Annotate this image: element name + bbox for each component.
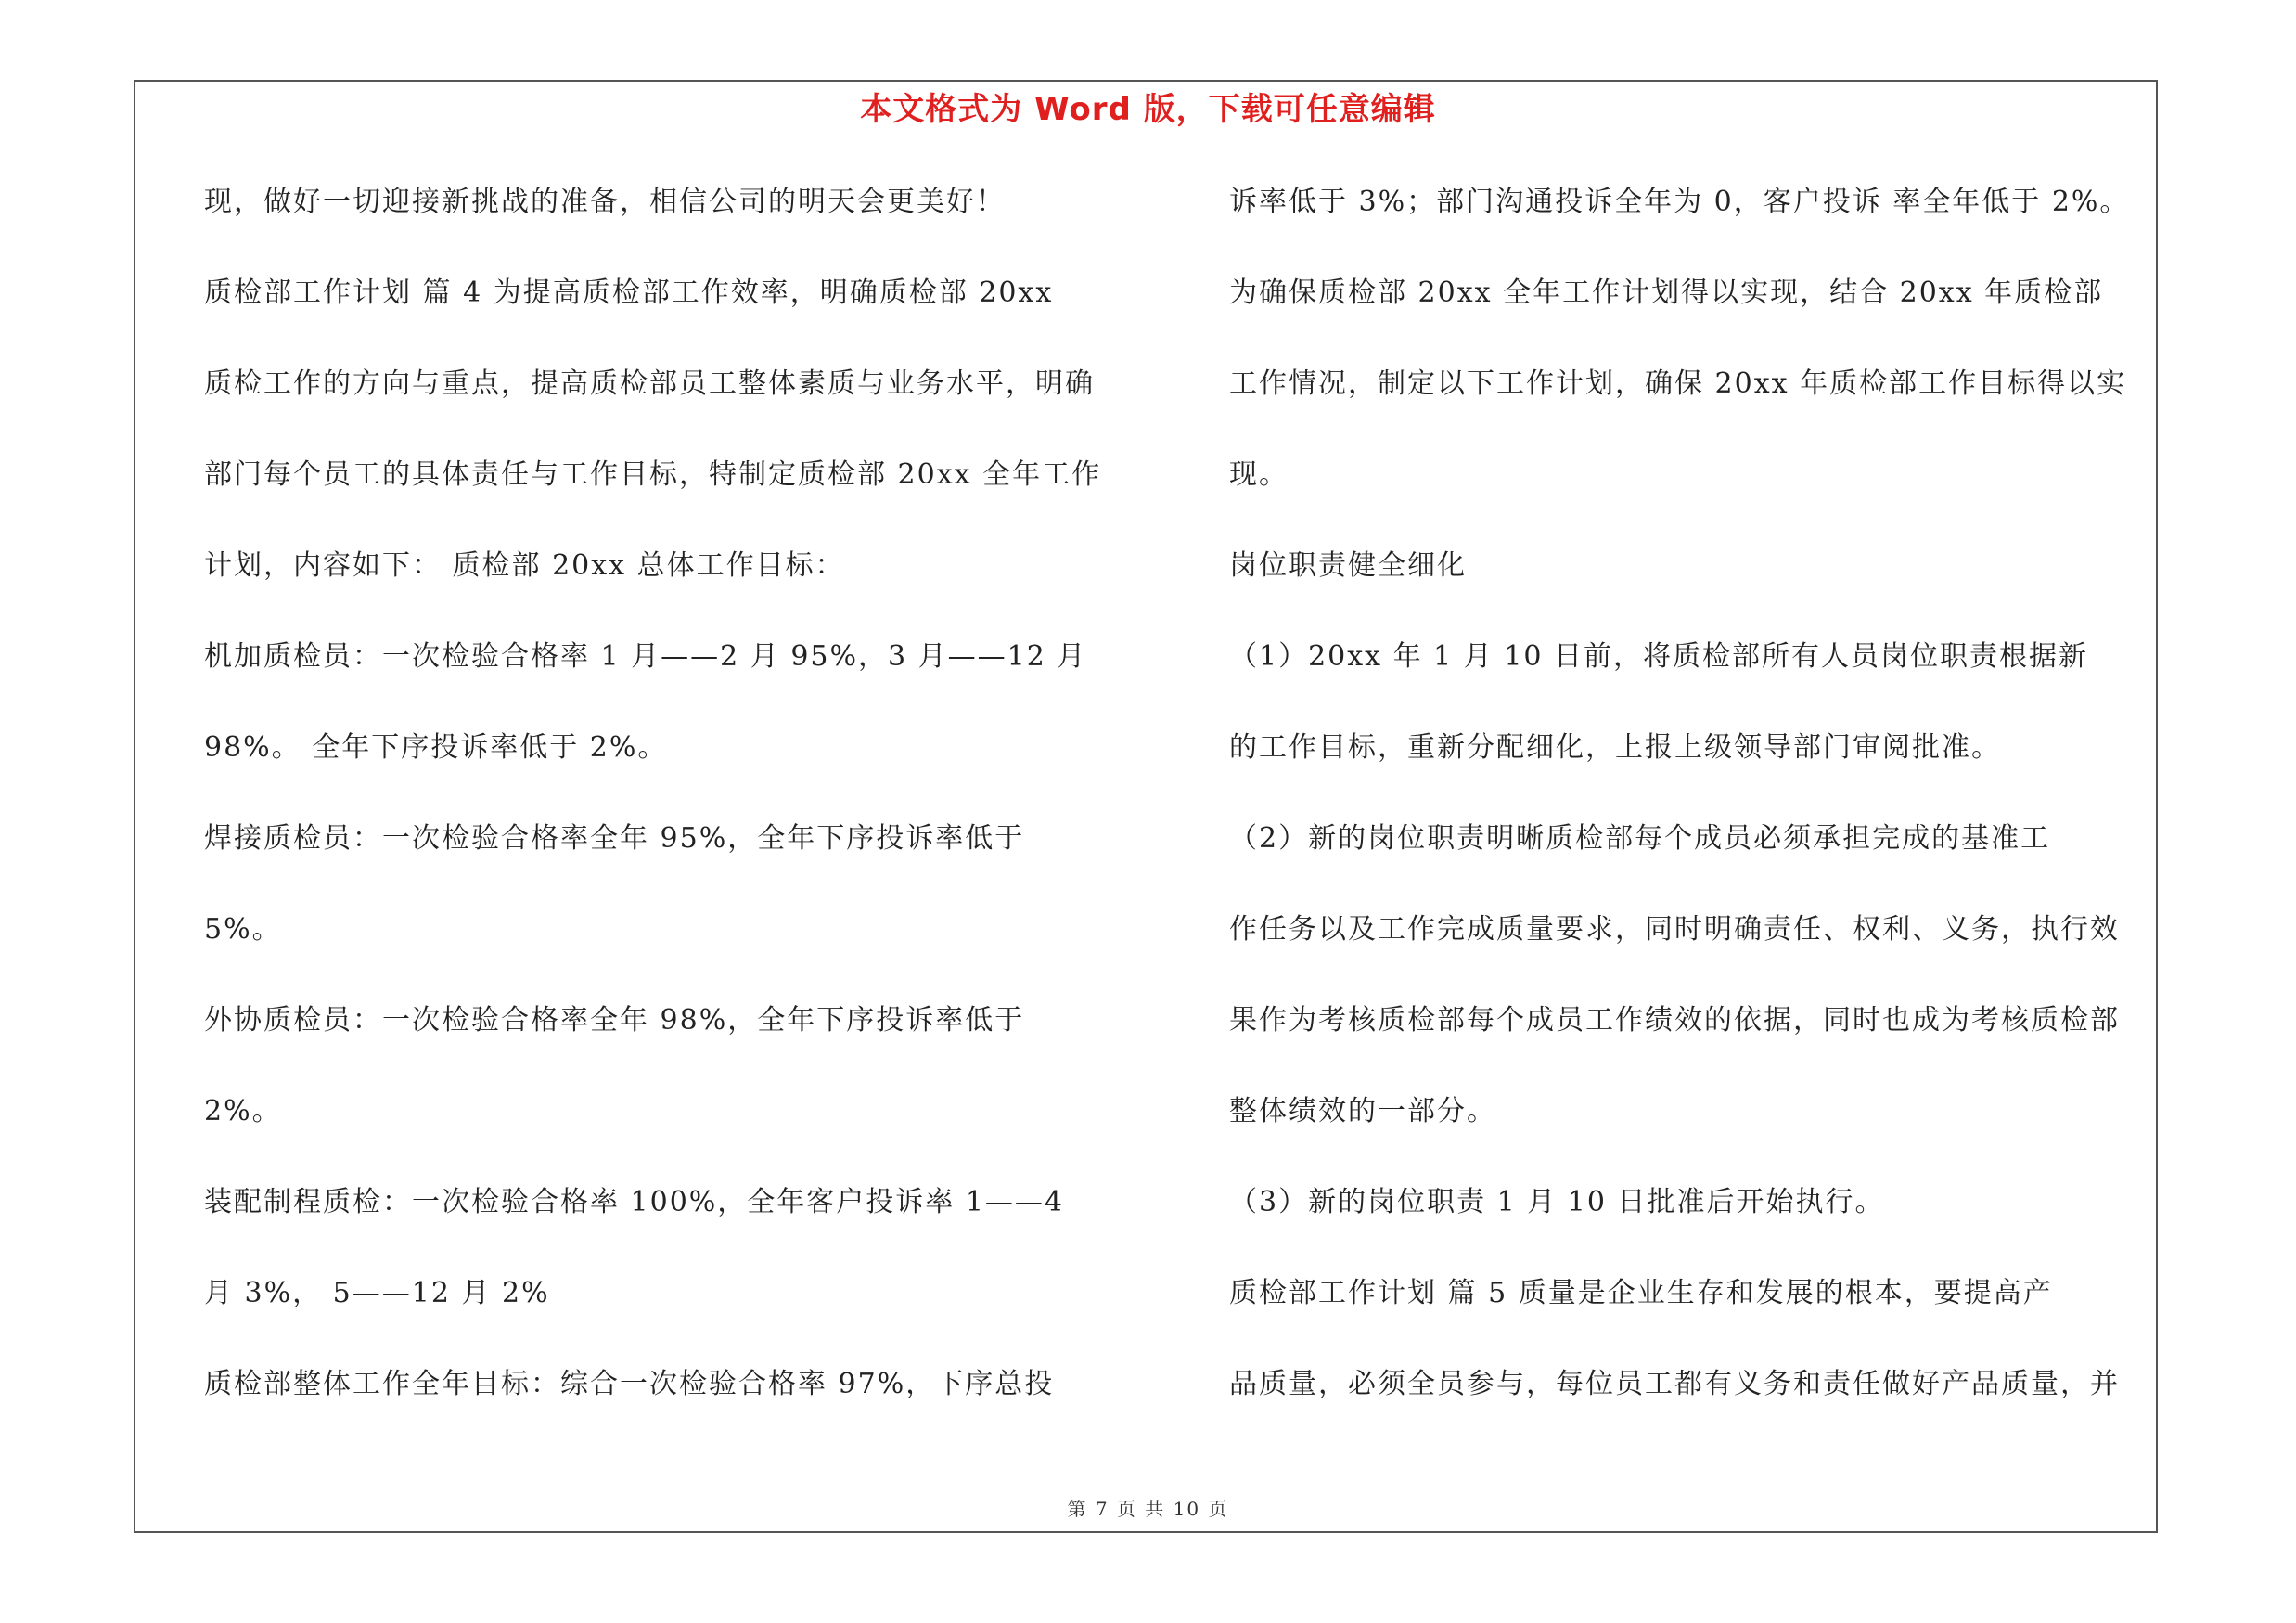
text-line: 工作情况，制定以下工作计划，确保 20xx 年质检部工作目标得以实	[1229, 367, 2127, 400]
text-line: 质检工作的方向与重点，提高质检部员工整体素质与业务水平，明确	[204, 367, 1095, 400]
text-line: 焊接质检员：一次检验合格率全年 95%，全年下序投诉率低于	[204, 822, 1025, 855]
text-line: 质检部工作计划 篇 5 质量是企业生存和发展的根本，要提高产	[1229, 1277, 2053, 1309]
text-line: 98%。 全年下序投诉率低于 2%。	[204, 731, 668, 764]
text-line: （3）新的岗位职责 1 月 10 日批准后开始执行。	[1229, 1186, 1885, 1218]
text-line: 机加质检员：一次检验合格率 1 月——2 月 95%，3 月——12 月	[204, 640, 1087, 673]
text-line: （2）新的岗位职责明晰质检部每个成员必须承担完成的基准工	[1229, 822, 2051, 855]
text-line: 装配制程质检：一次检验合格率 100%，全年客户投诉率 1——4	[204, 1186, 1065, 1218]
text-line: 现。	[1229, 458, 1289, 491]
text-line: 2%。	[204, 1095, 282, 1127]
page-number-footer: 第 7 页 共 10 页	[1067, 1498, 1229, 1520]
text-line: 月 3%， 5——12 月 2%	[204, 1277, 550, 1309]
text-line: 部门每个员工的具体责任与工作目标，特制定质检部 20xx 全年工作	[204, 458, 1102, 491]
text-line: 作任务以及工作完成质量要求，同时明确责任、权利、义务，执行效	[1229, 913, 2120, 946]
text-line: 的工作目标，重新分配细化，上报上级领导部门审阅批准。	[1229, 731, 2001, 764]
text-line: 质检部整体工作全年目标：综合一次检验合格率 97%，下序总投	[204, 1368, 1055, 1400]
text-line: 5%。	[204, 913, 282, 946]
text-line: 整体绩效的一部分。	[1229, 1095, 1496, 1127]
text-line: 品质量，必须全员参与，每位员工都有义务和责任做好产品质量，并	[1229, 1368, 2120, 1400]
text-line: 为确保质检部 20xx 全年工作计划得以实现，结合 20xx 年质检部	[1229, 277, 2104, 309]
text-line: 计划，内容如下： 质检部 20xx 总体工作目标：	[204, 549, 845, 582]
text-line: 质检部工作计划 篇 4 为提高质检部工作效率，明确质检部 20xx	[204, 277, 1054, 309]
text-line: 岗位职责健全细化	[1229, 549, 1467, 582]
text-line: （1）20xx 年 1 月 10 日前，将质检部所有人员岗位职责根据新	[1229, 640, 2089, 673]
text-line: 果作为考核质检部每个成员工作绩效的依据，同时也成为考核质检部	[1229, 1004, 2120, 1037]
text-line: 外协质检员：一次检验合格率全年 98%，全年下序投诉率低于	[204, 1004, 1025, 1037]
text-line: 诉率低于 3%；部门沟通投诉全年为 0，客户投诉 率全年低于 2%。	[1229, 186, 2130, 218]
text-line: 现，做好一切迎接新挑战的准备，相信公司的明天会更美好！	[204, 186, 1006, 218]
word-format-banner: 本文格式为 Word 版，下载可任意编辑	[860, 91, 1436, 128]
